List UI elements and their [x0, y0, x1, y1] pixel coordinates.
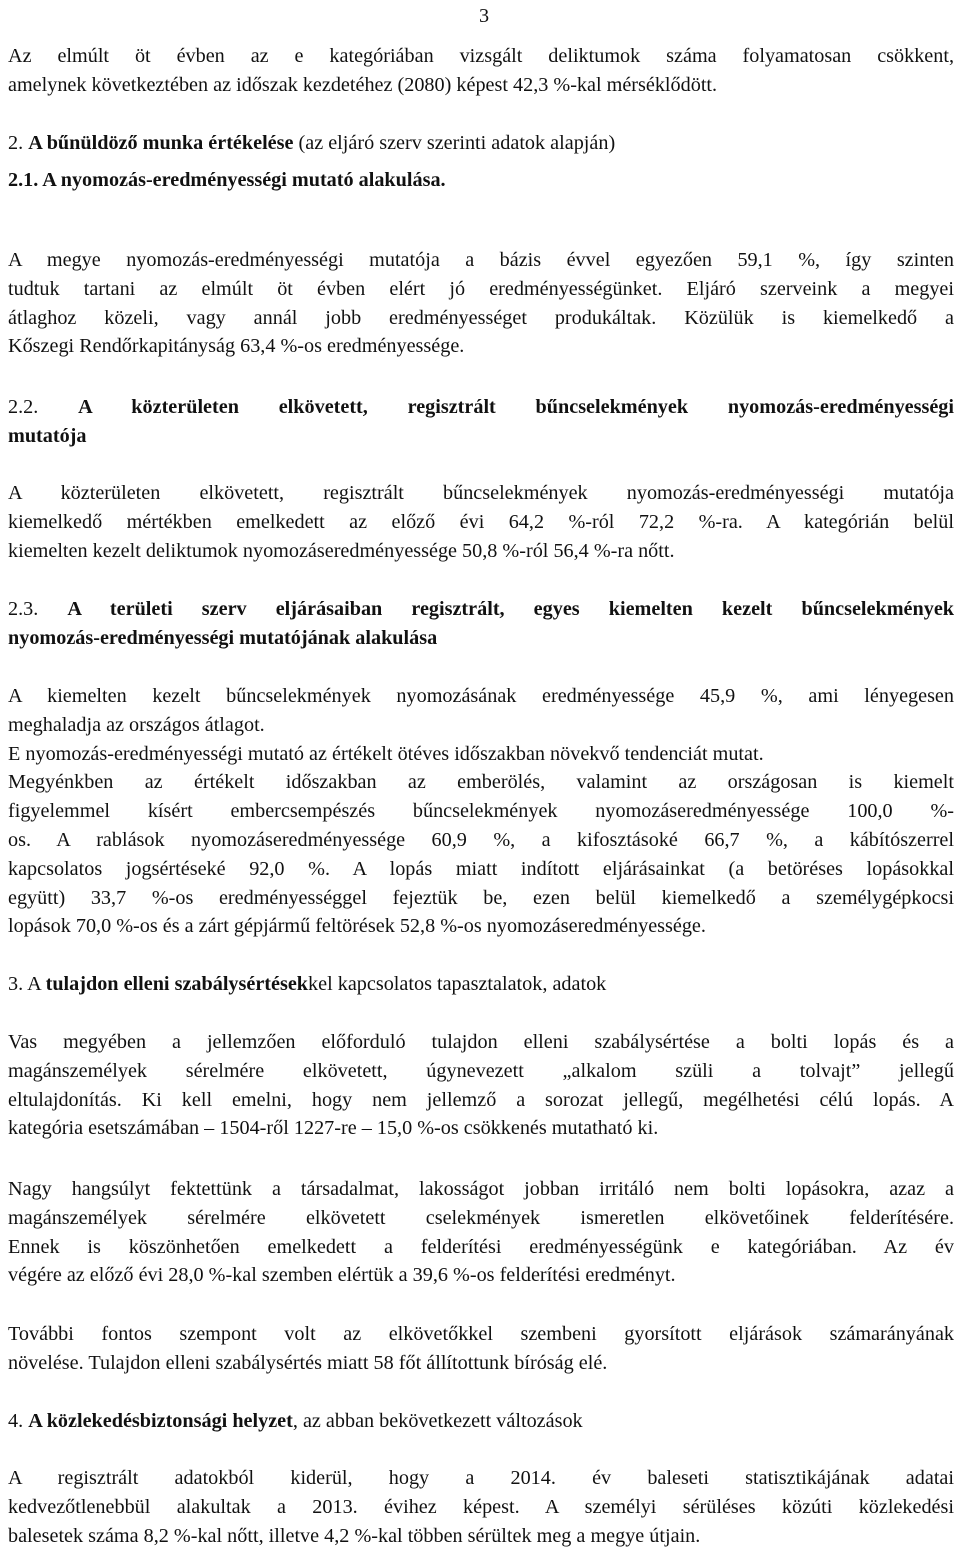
text-line: végére az előző évi 28,0 %-kal szemben elértük a 39,6 %-os felderítési eredményt.	[8, 1264, 676, 1287]
section-4-heading	[8, 1407, 954, 1436]
section-4-paragraph	[8, 1464, 954, 1550]
section-title-line: A közterületen elkövetett, regisztrált bűncselekmények nyomozás-eredményességi	[78, 396, 954, 418]
text-line: Az elmúlt öt évben az e kategóriában vizsgált deliktumok száma folyamatosan csökkent,	[8, 45, 954, 67]
page-number: 3	[478, 5, 490, 27]
section-number: 3. A	[8, 973, 46, 995]
section-number: 2.2.	[8, 396, 79, 418]
text-line: os. A rablások nyomozáseredményessége 60,9 %, a kifosztásoké 66,7 %, a kábítószerrel	[8, 828, 954, 851]
text-line: A kiemelten kezelt bűncselekmények nyomozásának eredményessége 45,9 %, ami lényegesen	[8, 685, 954, 707]
text-line: növelése. Tulajdon elleni szabálysértés miatt 58 főt állítottunk bíróság elé.	[8, 1351, 608, 1374]
section-title-suffix: , az abban bekövetkezett változások	[292, 1410, 583, 1432]
section-number: 2.3.	[8, 598, 68, 620]
text-line: Nagy hangsúlyt fektettünk a társadalmat, lakosságot jobban irritáló nem bolti lopásokra, azaz a	[8, 1178, 954, 1200]
section-2-heading	[8, 129, 954, 158]
section-title: 2.1. A nyomozás-eredményességi mutató alakulása.	[8, 169, 446, 191]
text-line: eltulajdonítás. Ki kell emelni, hogy nem jellemző a sorozat jellegű, megélhetési célú lopás. A	[8, 1088, 954, 1111]
section-2-2-heading	[8, 393, 954, 451]
section-2-3-heading	[8, 595, 954, 653]
section-number: 4.	[8, 1410, 29, 1432]
text-line: tudtuk tartani az elmúlt öt évben elért jó eredményességünket. Eljáró szerveink a megyei	[8, 277, 954, 300]
section-2-1-paragraph	[8, 246, 954, 361]
section-2-1-heading	[8, 166, 954, 195]
section-3-heading	[8, 970, 954, 999]
text-line: együtt) 33,7 %-os eredményességgel fejeztük be, ezen belül kiemelkedő a személygépkocsi	[8, 886, 954, 909]
text-line: A megye nyomozás-eredményességi mutatója a bázis évvel egyezően 59,1 %, így szinten	[8, 249, 954, 271]
text-line: Megyénkben az értékelt időszakban az emberölés, valamint az országosan is kiemelt	[8, 771, 954, 794]
section-3-paragraph-1	[8, 1028, 954, 1143]
text-line: meghaladja az országos átlagot.	[8, 713, 265, 736]
section-title-suffix: kel kapcsolatos tapasztalatok, adatok	[308, 973, 607, 995]
text-line: kapcsolatos jogsértéseké 92,0 %. A lopás miatt indított eljárásainkat (a betöréses lopásokkal	[8, 857, 954, 880]
section-title: A bűnüldöző munka értékelése	[28, 132, 294, 154]
text-line: kedvezőtlenebbül alakultak a 2013. évihez képest. A személyi sérüléses közúti közlekedési	[8, 1495, 954, 1518]
text-line: amelynek következtében az időszak kezdetéhez (2080) képest 42,3 %-kal mérséklődött.	[8, 73, 718, 96]
section-number: 2.	[8, 132, 29, 154]
text-line: figyelemmel kísért embercsempészés bűncselekmények nyomozáseredményessége 100,0 %-	[8, 800, 954, 823]
section-2-2-paragraph	[8, 479, 954, 565]
text-line: Kőszegi Rendőrkapitányság 63,4 %-os eredményessége.	[8, 335, 465, 358]
text-line: E nyomozás-eredményességi mutató az értékelt ötéves időszakban növekvő tendenciát mutat.	[8, 742, 764, 765]
heading-line: mutatója	[8, 424, 87, 447]
text-line: átlaghoz közeli, vagy annál jobb eredményességet produkáltak. Közülük is kiemelkedő a	[8, 306, 954, 329]
text-line: Ennek is köszönhetően emelkedett a felderítési eredményességünk e kategóriában. Az év	[8, 1235, 954, 1258]
section-3-paragraph-2	[8, 1175, 954, 1290]
section-title: tulajdon elleni szabálysértések	[45, 973, 309, 995]
section-title: A közlekedésbiztonsági helyzet	[28, 1410, 293, 1432]
heading-line: nyomozás-eredményességi mutatójának alakulása	[8, 626, 438, 649]
text-line: A közterületen elkövetett, regisztrált bűncselekmények nyomozás-eredményességi mutatója	[8, 482, 954, 504]
text-line: magánszemélyek sérelmére elkövetett, úgynevezett „alkalom szüli a tolvajt” jellegű	[8, 1059, 954, 1082]
heading-line	[8, 595, 954, 624]
heading-line	[8, 393, 954, 422]
text-line: kiemelkedő mértékben emelkedett az előző évi 64,2 %-ról 72,2 %-ra. A kategórián belül	[8, 510, 954, 533]
text-line: magánszemélyek sérelmére elkövetett cselekmények ismeretlen elkövetőinek felderítésére.	[8, 1206, 954, 1229]
text-line: További fontos szempont volt az elkövetőkkel szembeni gyorsított eljárások számarányának	[8, 1323, 954, 1345]
text-line: lopások 70,0 %-os és a zárt gépjármű feltörések 52,8 %-os nyomozáseredményessége.	[8, 915, 706, 938]
section-title-line: A területi szerv eljárásaiban regisztrált, egyes kiemelten kezelt bűncselekmények	[67, 598, 954, 620]
section-title-suffix: (az eljáró szerv szerinti adatok alapján)	[293, 132, 616, 154]
text-line: A regisztrált adatokból kiderül, hogy a 2014. év baleseti statisztikájának adatai	[8, 1467, 954, 1489]
text-line: kiemelten kezelt deliktumok nyomozáseredményessége 50,8 %-ról 56,4 %-ra nőtt.	[8, 539, 675, 562]
text-line: kategória esetszámában – 1504-ről 1227-re – 15,0 %-os csökkenés mutatható ki.	[8, 1117, 659, 1140]
text-line: balesetek száma 8,2 %-kal nőtt, illetve 4,2 %-kal többen sérültek meg a megye útjain.	[8, 1524, 701, 1547]
intro-paragraph	[8, 42, 954, 100]
section-3-paragraph-3	[8, 1320, 954, 1378]
text-line: Vas megyében a jellemzően előforduló tulajdon elleni szabálysértése a bolti lopás és a	[8, 1031, 954, 1053]
section-2-3-paragraph	[8, 682, 954, 941]
